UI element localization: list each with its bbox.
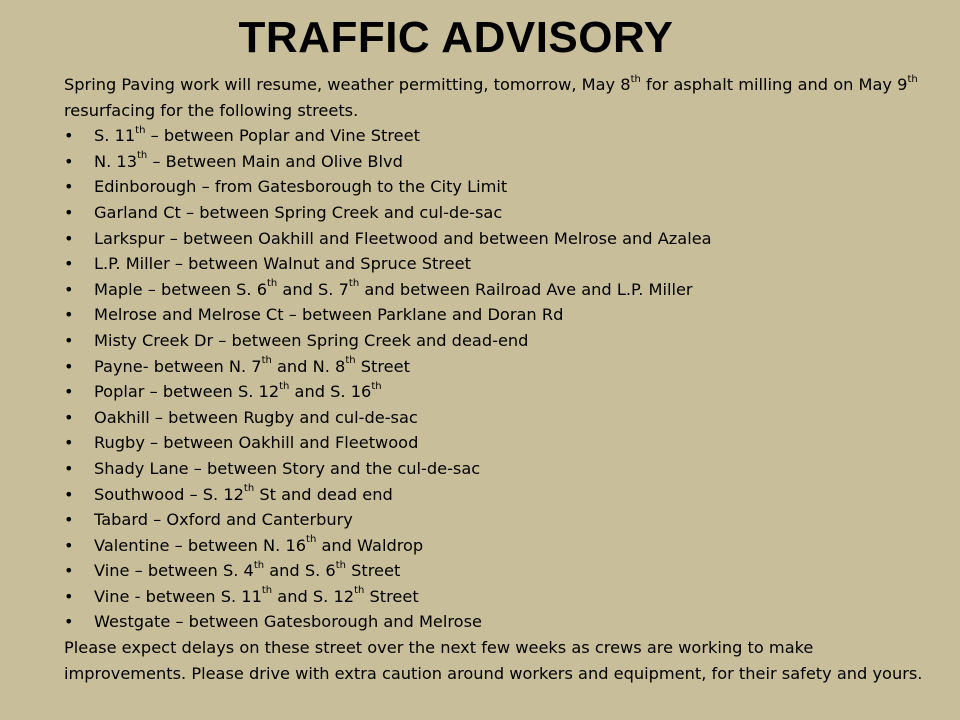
bullet-icon: •	[64, 407, 74, 427]
ordinal-suffix: th	[371, 380, 382, 392]
ordinal-suffix: th	[267, 278, 278, 290]
bullet-icon: •	[64, 254, 74, 274]
street-text	[94, 485, 393, 504]
text-run: Tabard – Oxford and Canterbury	[94, 510, 353, 530]
street-list-item	[64, 430, 930, 456]
street-list	[64, 123, 930, 635]
ordinal-suffix: th	[253, 559, 265, 571]
street-list-item	[64, 533, 930, 559]
street-text	[94, 331, 528, 350]
text-run: S. 11	[94, 126, 136, 146]
street-list-item	[64, 277, 930, 303]
street-text	[94, 280, 693, 299]
text-run: – between Poplar and Vine Street	[145, 126, 420, 146]
street-list-item	[64, 456, 930, 482]
bullet-icon: •	[64, 612, 74, 632]
text-run: N. 13	[94, 151, 137, 171]
text-run: and S. 16	[289, 382, 372, 402]
street-text	[94, 305, 563, 324]
street-text	[94, 126, 420, 145]
street-text	[94, 612, 482, 631]
street-list-item	[64, 584, 930, 610]
street-text	[94, 408, 418, 427]
ordinal-suffix: th	[348, 278, 360, 290]
advisory-body	[64, 72, 930, 686]
street-list-item	[64, 226, 930, 252]
ordinal-suffix: th	[261, 585, 273, 597]
bullet-icon: •	[64, 279, 74, 299]
ordinal-suffix: th	[279, 380, 290, 392]
text-run: and S. 7	[277, 279, 349, 299]
street-text	[94, 254, 471, 273]
street-list-item	[64, 609, 930, 635]
ordinal-suffix: th	[261, 355, 272, 367]
text-run: and N. 8	[271, 356, 346, 376]
street-text	[94, 459, 480, 478]
intro-paragraph	[64, 72, 930, 123]
street-list-item	[64, 482, 930, 508]
ordinal-suffix: th	[630, 73, 641, 85]
text-run: Shady Lane – between Story and the cul-de-sac	[94, 458, 481, 478]
street-list-item	[64, 558, 930, 584]
bullet-icon: •	[64, 330, 74, 350]
ordinal-suffix: th	[354, 585, 365, 597]
text-run: and between Railroad Ave and L.P. Miller	[359, 279, 693, 299]
street-text	[94, 536, 423, 555]
bullet-icon: •	[64, 458, 74, 478]
text-run: and S. 6	[264, 561, 336, 581]
bullet-icon: •	[64, 586, 74, 606]
street-list-item	[64, 174, 930, 200]
street-text	[94, 382, 382, 401]
ordinal-suffix: th	[907, 73, 918, 85]
bullet-icon: •	[64, 305, 74, 325]
ordinal-suffix: th	[135, 124, 146, 136]
ordinal-suffix: th	[335, 559, 346, 571]
closing-paragraph: Please expect delays on these street over the next few weeks as crews are working to make improvements. Please drive with extra caution around workers and equipment, for their safety and yours.	[64, 638, 923, 683]
text-run: Poplar – between S. 12	[94, 382, 280, 402]
text-run: Edinborough – from Gatesborough to the City Limit	[94, 177, 508, 197]
bullet-icon: •	[64, 202, 74, 222]
text-run: and S. 12	[272, 586, 355, 606]
street-list-item	[64, 302, 930, 328]
bullet-icon: •	[64, 484, 74, 504]
advisory-title: TRAFFIC ADVISORY	[238, 13, 674, 62]
text-run: L.P. Miller – between Walnut and Spruce Street	[94, 254, 471, 274]
street-text	[94, 433, 418, 452]
bullet-icon: •	[64, 510, 74, 530]
ordinal-suffix: th	[345, 355, 356, 367]
street-text	[94, 229, 712, 248]
text-run: Maple – between S. 6	[94, 279, 268, 299]
text-run: Spring Paving work will resume, weather permitting, tomorrow, May 8	[64, 75, 631, 94]
text-run: Southwood – S. 12	[94, 484, 244, 504]
bullet-icon: •	[64, 356, 74, 376]
bullet-icon: •	[64, 228, 74, 248]
text-run: Valentine – between N. 16	[94, 535, 307, 555]
ordinal-suffix: th	[243, 483, 255, 495]
street-text	[94, 203, 502, 222]
street-list-item	[64, 149, 930, 175]
text-run: – Between Main and Olive Blvd	[147, 151, 403, 171]
bullet-icon: •	[64, 382, 74, 402]
text-run: Westgate – between Gatesborough and Melrose	[94, 612, 482, 632]
bullet-icon: •	[64, 177, 74, 197]
street-text	[94, 510, 353, 529]
street-text	[94, 587, 419, 606]
text-run: Street	[355, 356, 410, 376]
text-run: Payne- between N. 7	[94, 356, 262, 376]
bullet-icon: •	[64, 126, 74, 146]
street-text	[94, 177, 507, 196]
text-run: Street	[364, 586, 419, 606]
text-run: for asphalt milling and on May 9	[640, 75, 908, 94]
text-run: St and dead end	[254, 484, 393, 504]
street-list-item	[64, 354, 930, 380]
street-text	[94, 561, 400, 580]
text-run: resurfacing for the following streets.	[64, 100, 359, 120]
bullet-icon: •	[64, 561, 74, 581]
text-run: and Waldrop	[316, 535, 424, 555]
text-run: Garland Ct – between Spring Creek and cul-de-sac	[94, 202, 503, 222]
text-run: Melrose and Melrose Ct – between Parklane and Doran Rd	[94, 305, 564, 325]
text-run: Oakhill – between Rugby and cul-de-sac	[94, 407, 418, 427]
street-list-item	[64, 379, 930, 405]
text-run: Vine - between S. 11	[94, 586, 262, 606]
street-list-item	[64, 507, 930, 533]
street-text	[94, 152, 403, 171]
bullet-icon: •	[64, 535, 74, 555]
street-list-item	[64, 251, 930, 277]
text-run: Misty Creek Dr – between Spring Creek and dead-end	[94, 330, 529, 350]
text-run: Street	[345, 561, 401, 581]
street-list-item	[64, 405, 930, 431]
bullet-icon: •	[64, 151, 74, 171]
ordinal-suffix: th	[137, 150, 148, 162]
street-text	[94, 357, 410, 376]
street-list-item	[64, 200, 930, 226]
text-run: Vine – between S. 4	[94, 561, 254, 581]
text-run: Rugby – between Oakhill and Fleetwood	[94, 433, 419, 453]
street-list-item	[64, 123, 930, 149]
text-run: Larkspur – between Oakhill and Fleetwood and between Melrose and Azalea	[94, 228, 712, 248]
bullet-icon: •	[64, 433, 74, 453]
street-list-item	[64, 328, 930, 354]
ordinal-suffix: th	[306, 534, 317, 546]
